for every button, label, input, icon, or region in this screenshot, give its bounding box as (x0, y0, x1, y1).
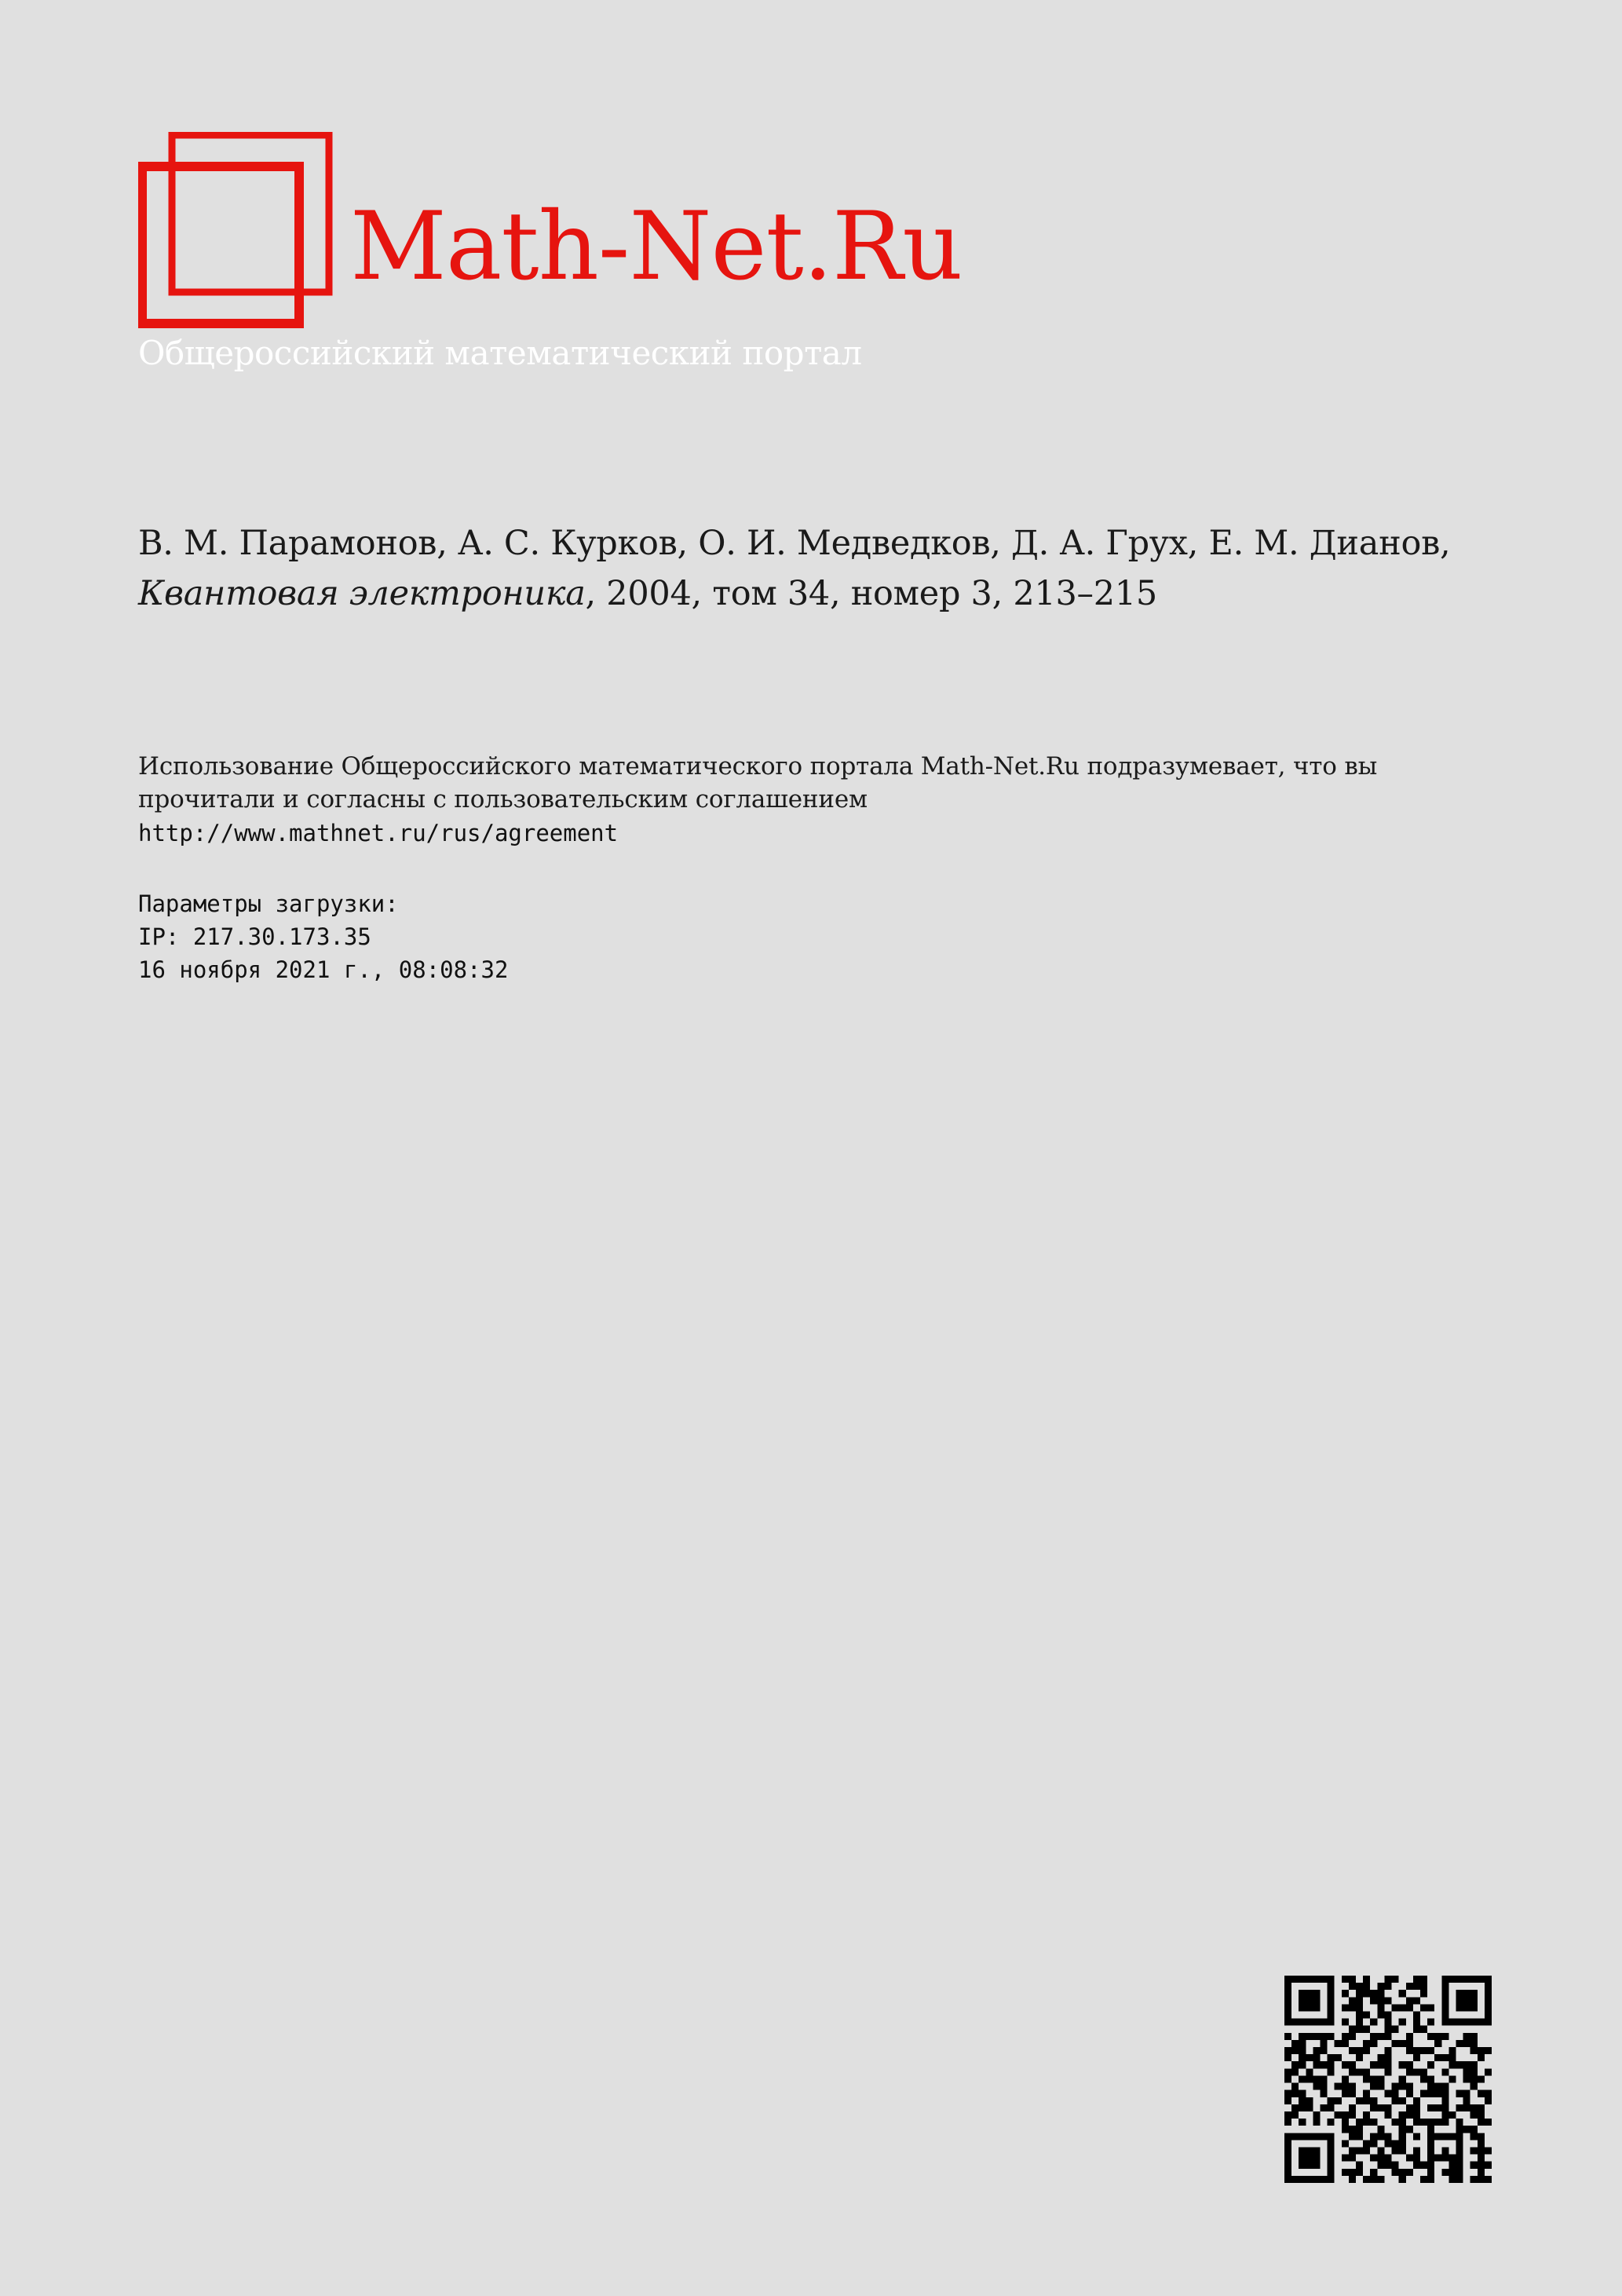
agreement-link[interactable]: http://www.mathnet.ru/rus/agreement (138, 820, 619, 846)
citation-authors: В. М. Парамонов, А. С. Курков, О. И. Медведков, Д. А. Грух, Е. М. Дианов, (138, 524, 1451, 563)
site-subtitle: Общероссийский математический портал (138, 334, 862, 372)
download-datetime: 16 ноября 2021 г., 08:08:32 (138, 956, 509, 983)
citation-details: , 2004, том 34, номер 3, 213–215 (585, 574, 1157, 613)
download-ip: IP: 217.30.173.35 (138, 923, 371, 950)
agreement-notice: Использование Общероссийского математического портала Math-Net.Ru подразумевает, что вы прочитали и согласны с пользовательским соглашением (138, 752, 1378, 813)
download-params (138, 887, 508, 986)
citation-journal[interactable]: Квантовая электроника (138, 574, 586, 613)
qr-code-icon (1284, 1976, 1492, 2183)
download-params-heading: Параметры загрузки: (138, 890, 399, 917)
site-logo-text[interactable]: Math-Net.Ru (350, 192, 963, 302)
math-net-logo-icon (138, 132, 334, 328)
article-citation (138, 518, 1504, 619)
